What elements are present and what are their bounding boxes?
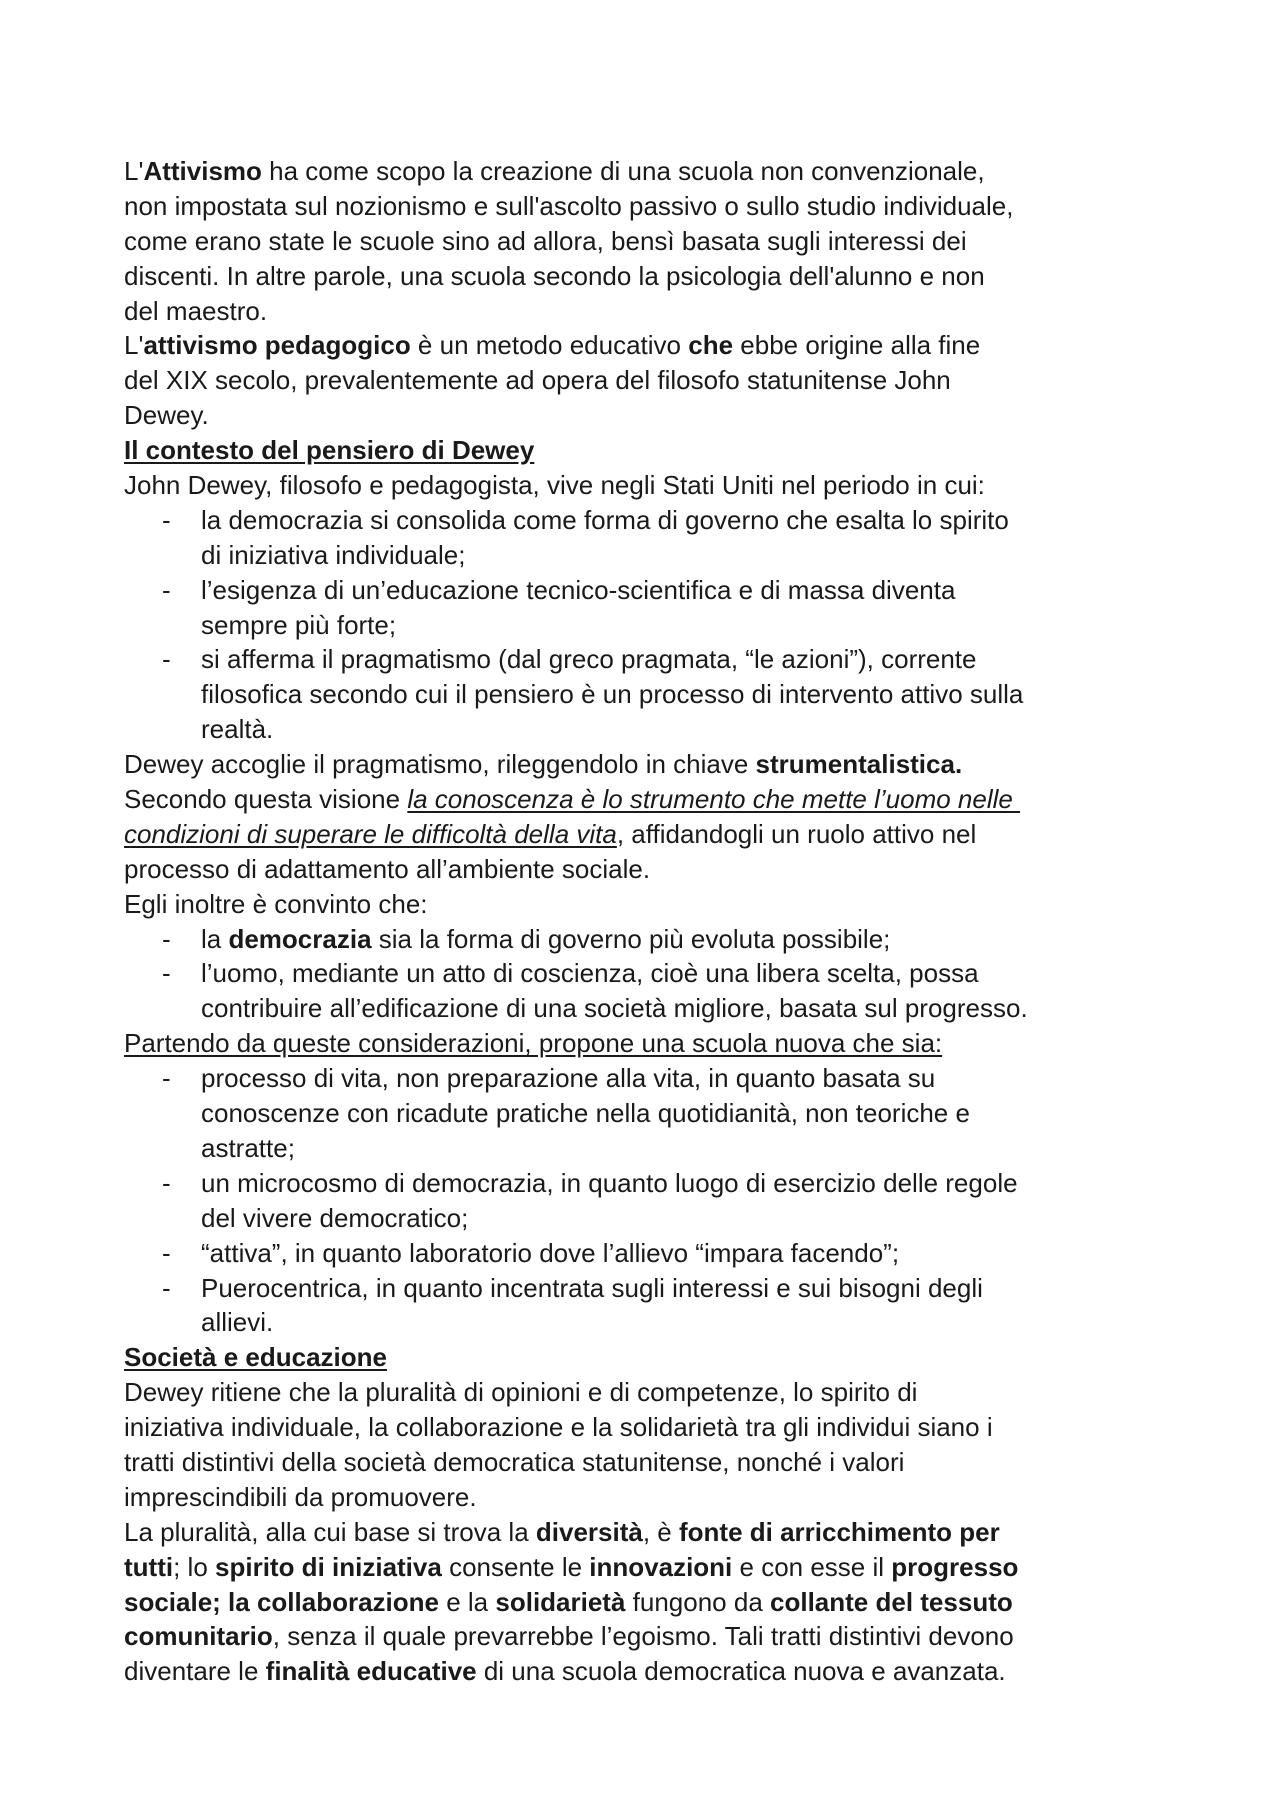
- emphasis-text: la conoscenza è lo strumento che mette l’uomo nelle: [407, 784, 1021, 815]
- text-line: [124, 1585, 1244, 1620]
- list-item: [124, 503, 1244, 538]
- bold-text: finalità educative: [265, 1656, 477, 1687]
- text-run: consente le: [441, 1551, 590, 1582]
- bold-text: collante del tessuto: [770, 1586, 1013, 1617]
- text-run: processo di vita, non preparazione alla vita, in quanto basata su: [201, 1063, 936, 1094]
- text-line: [124, 468, 1244, 503]
- text-run: del XIX secolo, prevalentemente ad opera del filosofo statunitense John: [124, 365, 951, 396]
- text-line: [124, 991, 1244, 1026]
- text-line: [124, 328, 1244, 363]
- bold-text: democrazia: [228, 923, 372, 954]
- text-line: [124, 852, 1244, 887]
- text-run: John Dewey, filosofo e pedagogista, vive negli Stati Uniti nel periodo in cui:: [124, 470, 985, 501]
- text-line: [124, 1375, 1244, 1410]
- text-run: del maestro.: [124, 295, 268, 326]
- section-heading: [124, 433, 1244, 468]
- text-line: [124, 259, 1244, 294]
- text-run: Puerocentrica, in quanto incentrata sugli interessi e sui bisogni degli: [201, 1272, 983, 1303]
- text-run: processo di adattamento all’ambiente sociale.: [124, 853, 651, 884]
- bold-text: attivismo pedagogico: [143, 330, 411, 361]
- text-line: [124, 363, 1244, 398]
- bullet-dash-icon: -: [162, 1237, 171, 1268]
- bullet-dash-icon: -: [162, 644, 171, 675]
- text-line: [124, 1410, 1244, 1445]
- text-line: [124, 817, 1244, 852]
- text-line: [124, 294, 1244, 329]
- text-run: allievi.: [201, 1307, 274, 1338]
- text-run: realtà.: [201, 714, 274, 745]
- text-run: ha come scopo la creazione di una scuola non convenzionale,: [261, 156, 985, 186]
- list-item: [124, 1271, 1244, 1306]
- text-run: è un metodo educativo: [410, 330, 689, 361]
- bullet-dash-icon: -: [162, 958, 171, 989]
- text-line: [124, 677, 1244, 712]
- text-run: conoscenze con ricadute pratiche nella quotidianità, non teoriche e: [201, 1098, 970, 1129]
- list-item: [124, 1061, 1244, 1096]
- text-run: del vivere democratico;: [201, 1202, 469, 1233]
- bold-text: solidarietà: [495, 1586, 626, 1617]
- text-run: e la: [439, 1586, 496, 1617]
- list-item: [124, 1236, 1244, 1271]
- text-run: come erano state le scuole sino ad allora, bensì basata sugli interessi dei: [124, 225, 967, 256]
- bullet-dash-icon: -: [162, 574, 171, 605]
- list-item: [124, 642, 1244, 677]
- bold-text: spirito di iniziativa: [215, 1551, 442, 1582]
- text-run: e con esse il: [732, 1551, 892, 1582]
- text-run: contribuire all’edificazione di una società migliore, basata sul progresso.: [201, 993, 1028, 1024]
- document-page: [124, 154, 1244, 1689]
- text-run: l’uomo, mediante un atto di coscienza, cioè una libera scelta, possa: [201, 958, 979, 989]
- text-line: [124, 747, 1244, 782]
- text-run: di iniziativa individuale;: [201, 539, 466, 570]
- text-run: si afferma il pragmatismo (dal greco pragmata, “le azioni”), corrente: [201, 644, 977, 675]
- section-heading: [124, 1340, 1244, 1375]
- text-run: “attiva”, in quanto laboratorio dove l’allievo “impara facendo”;: [201, 1237, 900, 1268]
- text-line: [124, 1445, 1244, 1480]
- bold-text: strumentalistica.: [755, 749, 963, 780]
- list-item: [124, 922, 1244, 957]
- text-run: L': [124, 330, 144, 361]
- text-run: la: [201, 923, 229, 954]
- text-run: iniziativa individuale, la collaborazione e la solidarietà tra gli individui siano i: [124, 1412, 993, 1443]
- text-line: [124, 1619, 1244, 1654]
- list-item: [124, 573, 1244, 608]
- text-run: Dewey accoglie il pragmatismo, rileggendolo in chiave: [124, 749, 756, 780]
- text-run: fungono da: [625, 1586, 771, 1617]
- text-run: ebbe origine alla fine: [733, 330, 981, 361]
- text-run: , affidandogli un ruolo attivo nel: [616, 818, 977, 849]
- list-item: [124, 1166, 1244, 1201]
- bullet-dash-icon: -: [162, 1272, 171, 1303]
- bold-text: diversità: [535, 1516, 643, 1547]
- text-run: un microcosmo di democrazia, in quanto luogo di esercizio delle regole: [201, 1167, 1018, 1198]
- text-run: , è: [642, 1516, 679, 1547]
- text-run: tratti distintivi della società democratica statunitense, nonché i valori: [124, 1446, 905, 1477]
- text-line: [124, 154, 1244, 189]
- bold-text: che: [688, 330, 734, 361]
- text-run: Egli inoltre è convinto che:: [124, 888, 428, 919]
- text-line: [124, 224, 1244, 259]
- text-run: , senza il quale prevarrebbe l’egoismo. Tali tratti distintivi devono: [272, 1621, 1014, 1652]
- text-line: [124, 189, 1244, 224]
- bold-text: sociale; la collaborazione: [124, 1586, 439, 1617]
- text-line: [124, 398, 1244, 433]
- bullet-dash-icon: -: [162, 1167, 171, 1198]
- text-run: sia la forma di governo più evoluta possibile;: [371, 923, 891, 954]
- text-line: [124, 608, 1244, 643]
- bold-text: fonte di arricchimento per: [678, 1516, 1000, 1547]
- text-run: Dewey.: [124, 400, 209, 431]
- bold-text: Attivismo: [143, 156, 262, 186]
- text-run: astratte;: [201, 1132, 295, 1163]
- text-run: ; lo: [173, 1551, 216, 1582]
- text-run: L': [124, 156, 144, 186]
- text-line: [124, 782, 1244, 817]
- text-run: l’esigenza di un’educazione tecnico-scientifica e di massa diventa: [201, 574, 956, 605]
- text-run: sempre più forte;: [201, 609, 397, 640]
- text-line: [124, 1026, 1244, 1061]
- text-line: [124, 712, 1244, 747]
- bold-text: tutti: [124, 1551, 174, 1582]
- emphasis-text: Partendo da queste considerazioni, propone una scuola nuova che sia:: [124, 1028, 943, 1059]
- text-run: Secondo questa visione: [124, 784, 408, 815]
- text-line: [124, 1131, 1244, 1166]
- text-line: [124, 1515, 1244, 1550]
- text-line: [124, 1480, 1244, 1515]
- bold-text: comunitario: [124, 1621, 273, 1652]
- emphasis-text: condizioni di superare le difficoltà della vita: [124, 818, 617, 849]
- text-run: Dewey ritiene che la pluralità di opinioni e di competenze, lo spirito di: [124, 1377, 918, 1408]
- text-run: diventare le: [124, 1656, 266, 1687]
- text-line: [124, 1305, 1244, 1340]
- text-run: La pluralità, alla cui base si trova la: [124, 1516, 536, 1547]
- text-line: [124, 1096, 1244, 1131]
- text-run: di una scuola democratica nuova e avanzata.: [476, 1656, 1006, 1687]
- text-line: [124, 1654, 1244, 1689]
- text-line: [124, 1550, 1244, 1585]
- text-run: imprescindibili da promuovere.: [124, 1481, 477, 1512]
- bullet-dash-icon: -: [162, 504, 171, 535]
- text-run: discenti. In altre parole, una scuola secondo la psicologia dell'alunno e non: [124, 260, 985, 291]
- list-item: [124, 956, 1244, 991]
- text-run: filosofica secondo cui il pensiero è un processo di intervento attivo sulla: [201, 679, 1024, 710]
- bullet-dash-icon: -: [162, 1063, 171, 1094]
- bullet-dash-icon: -: [162, 923, 171, 954]
- bold-text: Il contesto del pensiero di Dewey: [124, 435, 535, 466]
- text-run: la democrazia si consolida come forma di governo che esalta lo spirito: [201, 504, 1009, 535]
- text-line: [124, 538, 1244, 573]
- text-run: non impostata sul nozionismo e sull'ascolto passivo o sullo studio individuale,: [124, 190, 1014, 221]
- bold-text: Società e educazione: [124, 1342, 387, 1373]
- bold-text: innovazioni: [589, 1551, 733, 1582]
- bold-text: progresso: [891, 1551, 1019, 1582]
- text-line: [124, 887, 1244, 922]
- text-line: [124, 1201, 1244, 1236]
